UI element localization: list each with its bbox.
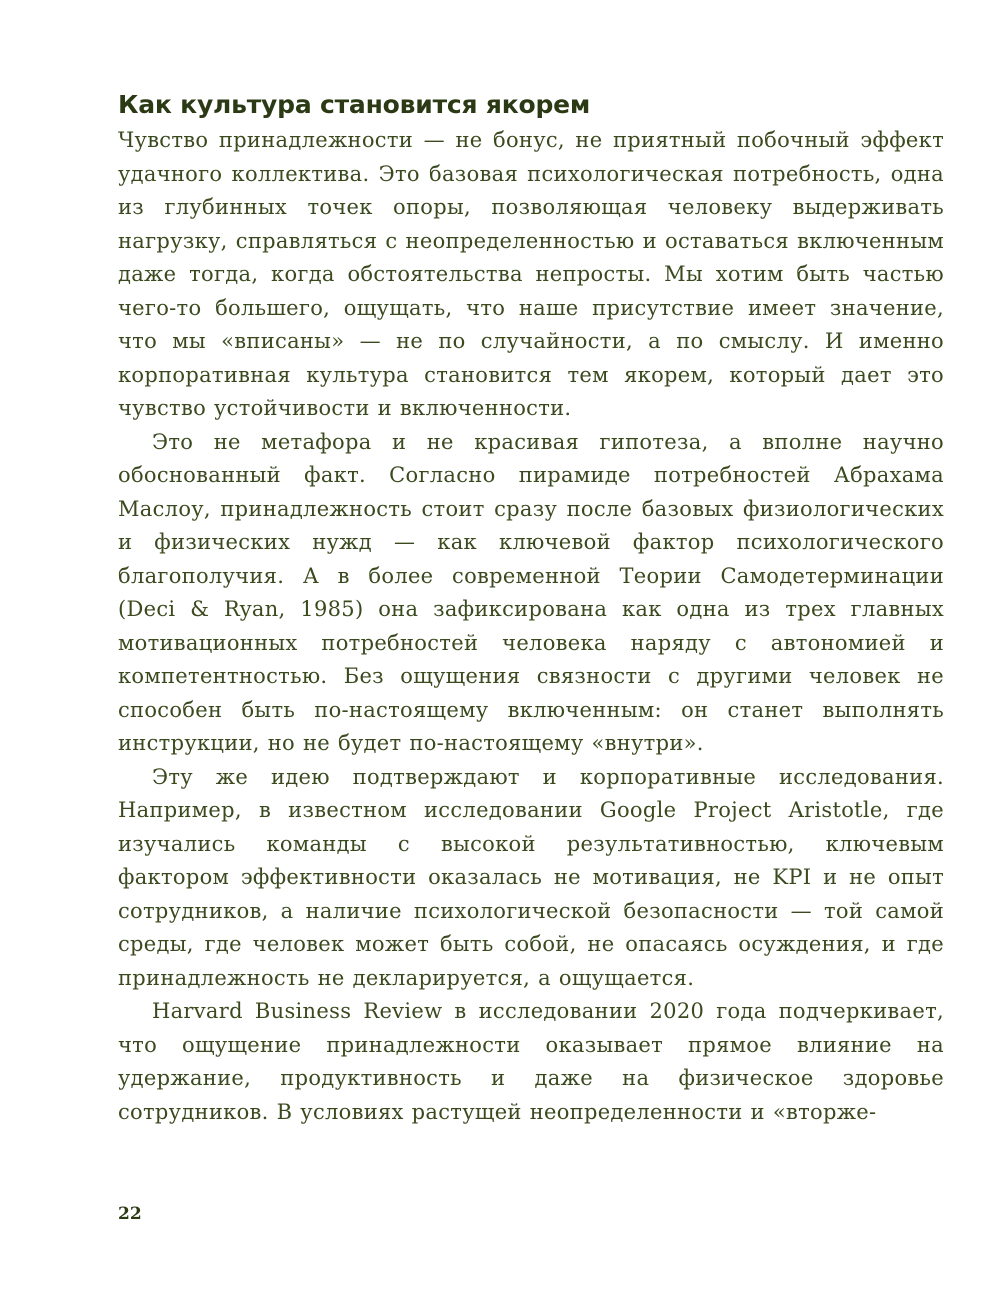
paragraph-3: Эту же идею подтверждают и корпоративные исследования. Например, в известном исследовании Google Project Aristotle, где изучались команды с высокой результативностью, ключевым фактором эффективности оказалась не мотивация, не KPI и не опыт сотрудников, а наличие психологической безопасности — той самой среды, где человек может быть собой, не опасаясь осуждения, и где принадлежность не декларируется, а ощущается. — [118, 764, 944, 990]
body-text — [118, 124, 944, 1129]
page-number: 22 — [118, 1204, 142, 1224]
paragraph-2: Это не метафора и не красивая гипотеза, а вполне научно обоснованный факт. Согласно пирамиде потребностей Абрахама Маслоу, принадлежность стоит сразу после базовых физиологических и физических нужд — как ключевой фактор психологического благополучия. А в более современной Теории Самодетерминации (Deci & Ryan, 1985) она зафиксирована как одна из трех главных мотивационных потребностей человека наряду с автономией и компетентностью. Без ощущения связности с другими человек не способен быть по-настоящему включенным: он станет выполнять инструкции, но не будет по-настоящему «внутри». — [118, 429, 944, 755]
paragraph-4: Harvard Business Review в исследовании 2020 года подчеркивает, что ощущение принадлежности оказывает прямое влияние на удержание, продуктивность и даже на физическое здоровье сотрудников. В условиях растущей неопределенности и «вторже- — [118, 999, 944, 1124]
paragraph-1: Чувство принадлежности — не бонус, не приятный побочный эффект удачного коллектива. Это базовая психологическая потребность, одна из глубинных точек опоры, позволяющая человеку выдерживать нагрузку, справляться с неопределенностью и оставаться включенным даже тогда, когда обстоятельства непросты. Мы хотим быть частью чего-то большего, ощущать, что наше присутствие имеет значение, что мы «вписаны» — не по случайности, а по смыслу. И именно корпоративная культура становится тем якорем, который дает это чувство устойчивости и включенности. — [118, 128, 944, 420]
section-heading: Как культура становится якорем — [118, 90, 591, 119]
